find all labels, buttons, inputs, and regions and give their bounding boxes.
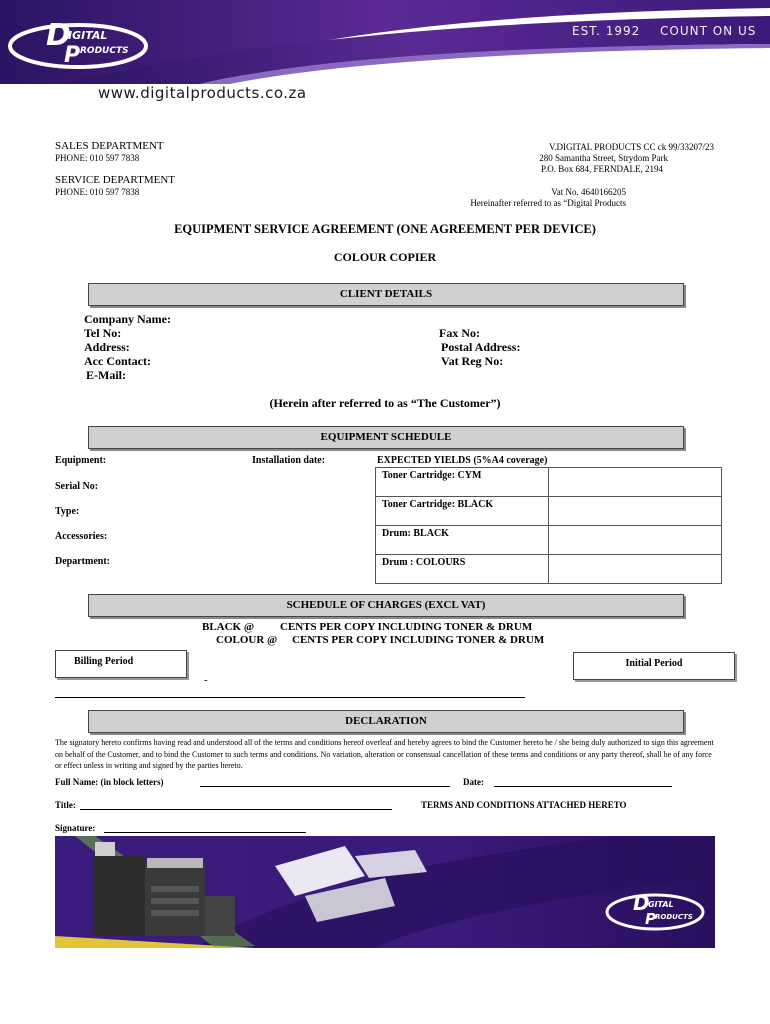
tagline-est: EST. 1992 — [572, 24, 641, 38]
company-logo — [6, 22, 156, 70]
colour-rate-text: CENTS PER COPY INCLUDING TONER & DRUM — [292, 634, 545, 646]
serial-label: Serial No: — [55, 481, 99, 492]
accessories-label: Accessories: — [55, 531, 108, 542]
signature-label: Signature: — [55, 823, 96, 833]
logo-text-top: IGITAL — [68, 29, 108, 42]
declaration-heading: DECLARATION — [88, 710, 684, 733]
svg-text:P: P — [645, 910, 656, 928]
sales-dept: SALES DEPARTMENT — [55, 140, 164, 152]
yield-label: Drum: BLACK — [376, 526, 549, 555]
header-banner — [0, 0, 770, 84]
fax-label: Fax No: — [439, 326, 480, 340]
dash-mark: - — [204, 674, 208, 686]
initial-period-label: Initial Period — [625, 658, 683, 669]
yield-label: Toner Cartridge: CYM — [376, 468, 549, 497]
company-hereinafter: Hereinafter referred to as “Digital Products — [470, 198, 626, 208]
date-field[interactable] — [494, 786, 672, 787]
charges-heading: SCHEDULE OF CHARGES (EXCL VAT) — [88, 594, 684, 617]
customer-herein: (Herein after referred to as “The Customer”) — [269, 396, 501, 410]
company-name-label: Company Name: — [84, 312, 171, 326]
svg-text:P: P — [64, 43, 81, 68]
billing-period-label: Billing Period — [74, 656, 134, 667]
tel-label: Tel No: — [84, 326, 122, 340]
yield-label: Drum : COLOURS — [376, 555, 549, 584]
signature-field[interactable] — [104, 832, 306, 833]
table-row — [376, 526, 722, 555]
yield-value-field[interactable] — [549, 497, 722, 526]
logo-text-bottom: RODUCTS — [80, 46, 129, 56]
company-po-box: P.O. Box 684, FERNDALE, 2194 — [540, 164, 663, 174]
tagline-count: COUNT ON US — [660, 24, 757, 38]
service-phone: PHONE: 010 597 7838 — [55, 187, 140, 197]
footer-logo-text-top: IGITAL — [645, 900, 674, 909]
equipment-schedule-heading: EQUIPMENT SCHEDULE — [88, 426, 684, 449]
title-label: Title: — [55, 800, 76, 810]
colour-rate-label: COLOUR @ — [216, 634, 278, 646]
table-row — [376, 468, 722, 497]
department-label: Department: — [55, 556, 110, 567]
yields-table — [375, 467, 722, 584]
divider-line — [55, 697, 525, 698]
installation-label: Installation date: — [252, 455, 326, 466]
website-url[interactable]: www.digitalproducts.co.za — [98, 84, 307, 102]
black-rate-label: BLACK @ — [202, 621, 255, 633]
company-name-line: V.DIGITAL PRODUCTS CC ck 99/33207/23 — [548, 142, 714, 152]
footer-logo-text-bottom: RODUCTS — [655, 913, 693, 921]
billing-period-box[interactable] — [55, 650, 187, 678]
page-subtitle: COLOUR COPIER — [333, 250, 437, 264]
service-dept: SERVICE DEPARTMENT — [55, 174, 175, 186]
postal-label: Postal Address: — [441, 340, 521, 354]
initial-period-box[interactable] — [573, 652, 735, 680]
table-row — [376, 497, 722, 526]
footer-banner — [55, 836, 715, 948]
yield-label: Toner Cartridge: BLACK — [376, 497, 549, 526]
yields-title: EXPECTED YIELDS (5%A4 coverage) — [377, 455, 548, 466]
yield-value-field[interactable] — [549, 468, 722, 497]
address-label: Address: — [84, 340, 130, 354]
full-name-field[interactable] — [200, 786, 450, 787]
full-name-label: Full Name: (in block letters) — [55, 777, 164, 787]
declaration-text: The signatory hereto confirms having read and understood all of the terms and conditions hereof overleaf and hereby agrees to bind the Customer hereto he / she being duly authorized to sign this agreement on behalf of the Customer, and to bind the Customer to such terms and conditions. No variation, alteration or consensual cancellation of these terms and conditions or any party thereof, shall be of any force or effect unless in writing and signed by the parties hereto. — [55, 738, 714, 770]
yield-value-field[interactable] — [549, 526, 722, 555]
email-label: E-Mail: — [86, 368, 126, 382]
vat-reg-label: Vat Reg No: — [441, 354, 504, 368]
svg-text:D: D — [633, 891, 650, 915]
svg-text:D: D — [46, 22, 71, 53]
type-label: Type: — [55, 506, 80, 517]
equipment-label: Equipment: — [55, 455, 107, 466]
terms-attached: TERMS AND CONDITIONS ATTACHED HERETO — [421, 800, 627, 810]
company-street: 280 Samantha Street, Strydom Park — [539, 153, 668, 163]
title-field[interactable] — [80, 809, 392, 810]
company-vat: Vat No. 4640166205 — [551, 187, 626, 197]
yield-value-field[interactable] — [549, 555, 722, 584]
footer-graphic — [55, 836, 715, 948]
client-details-heading: CLIENT DETAILS — [88, 283, 684, 306]
acc-contact-label: Acc Contact: — [84, 354, 151, 368]
page-title: EQUIPMENT SERVICE AGREEMENT (ONE AGREEMENT PER DEVICE) — [174, 222, 596, 236]
black-rate-text: CENTS PER COPY INCLUDING TONER & DRUM — [280, 621, 533, 633]
date-label: Date: — [463, 777, 484, 787]
table-row — [376, 555, 722, 584]
sales-phone: PHONE: 010 597 7838 — [55, 153, 140, 163]
